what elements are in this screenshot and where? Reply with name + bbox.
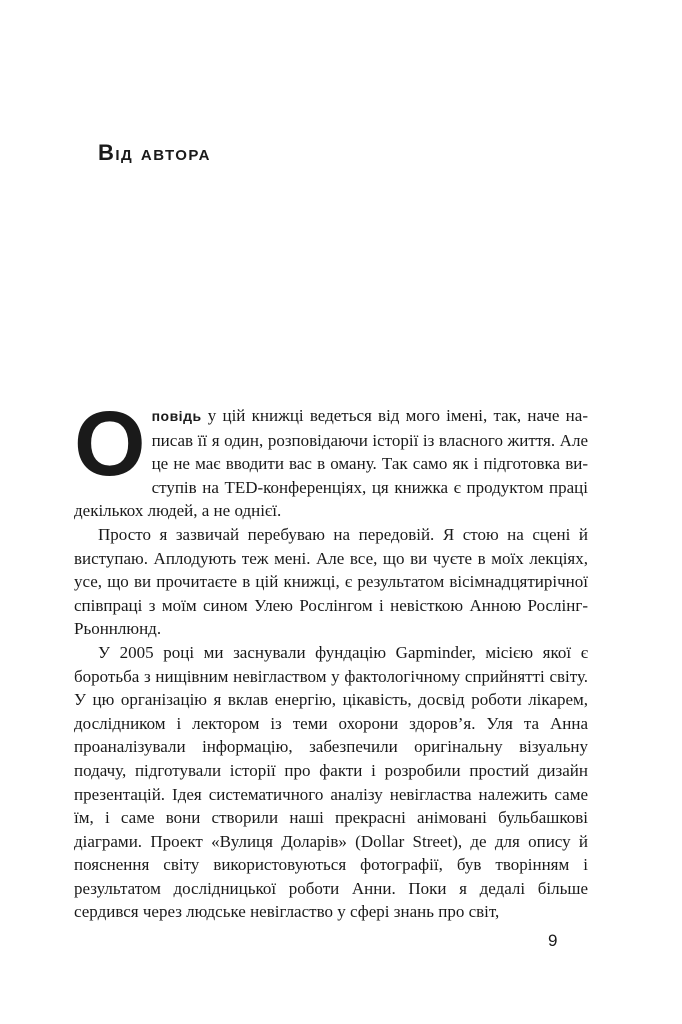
paragraph-3: У 2005 році ми заснували фундацію Gapminder, місією якої є боротьба з нищівним невіглаством у фактологічному сприйнятті світу. У цю організацію я вклав енергію, цікавість, досвід роботи лікарем, дослідником і лектором із теми охорони здоров’я. Уля та Анна проаналізували інформацію, забезпечили оригінальну візуальну подачу, підготували історії про факти і розробили простий дизайн презентацій. Ідея систематичного аналізу невігластва належить саме їм, і саме вони створили наші прекрасні анімовані бульбашкові діаграми. Проект «Вулиця Доларів» (Dollar Street), де для опису й пояснення світу використовуються фотографії, був творінням і результатом дослідницької роботи Анни. Поки я дедалі більше сердився через людське невігластво у сфері знань про світ,: [74, 642, 588, 922]
drop-cap: О: [74, 393, 146, 495]
body-text: [74, 393, 588, 924]
paragraph-2: Просто я зазвичай перебуваю на передовій. Я стою на сцені й виступаю. Аплодують теж мені. Але все, що ви чуєте в моїх лекціях, усе, що ви прочитаєте в цій книжці, є результатом вісімнадцятирічної співпраці з моїм сином Улею Рослінгом і невісткою Анною Рослінг-Рьоннлюнд.: [74, 524, 588, 639]
paragraph-1-text: у цій книжці ведеться від мого імені, так, наче написав її я один, розповідаючи історії із власного життя. Але це не має вводити вас в оману. Так само як і підготовка виступів на TED-конференціях, ця книжка є продуктом праці декількох людей, а не однієї.: [74, 406, 588, 521]
chapter-title-initial: В: [98, 140, 116, 165]
paragraph-1: [74, 393, 588, 523]
chapter-title-rest: ід автора: [115, 140, 211, 165]
lead-word: повідь: [151, 408, 202, 424]
chapter-title: [98, 140, 211, 166]
page-number: 9: [548, 931, 558, 950]
